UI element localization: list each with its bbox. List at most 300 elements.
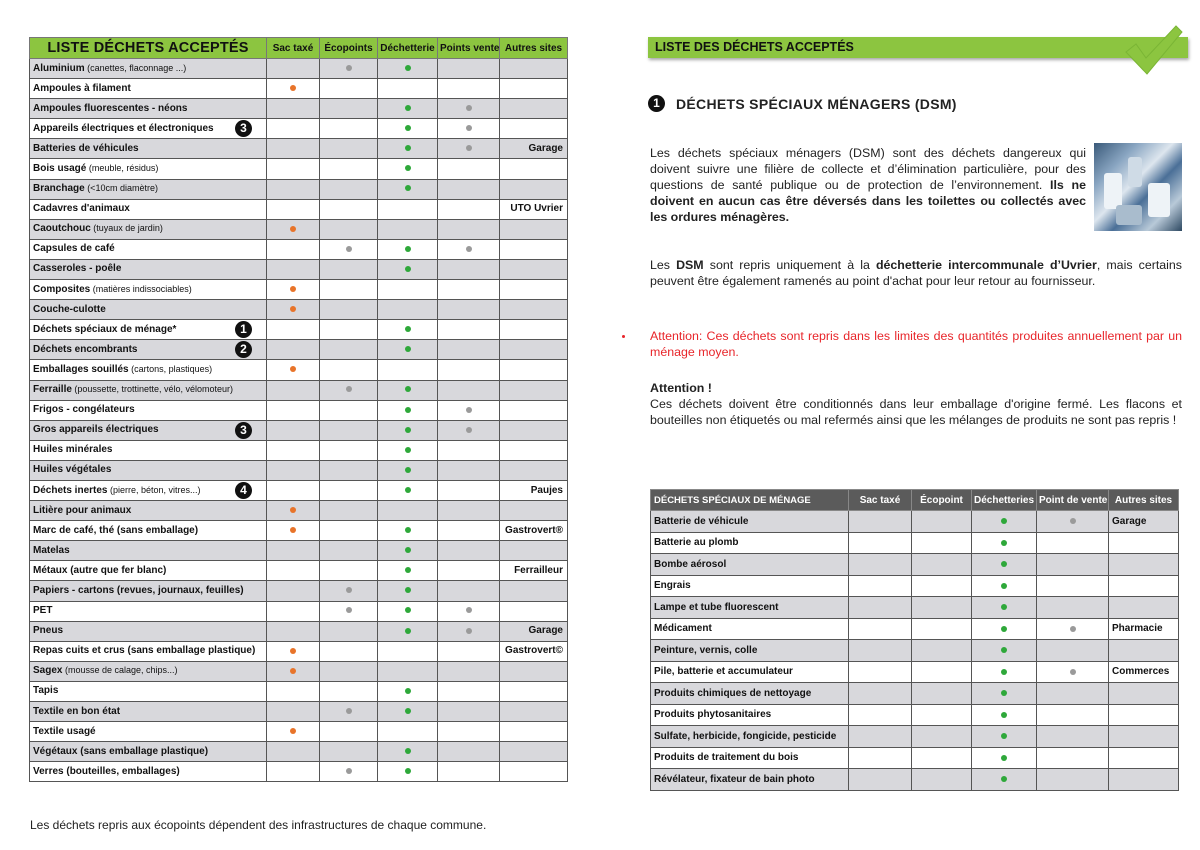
table-row: [30, 722, 568, 742]
table-row: [30, 259, 568, 279]
mark-cell: [1037, 726, 1109, 748]
grey-dot-icon: [466, 427, 472, 433]
mark-cell: [849, 575, 912, 597]
waste-name: Tapis: [33, 685, 59, 697]
other-site-cell: [500, 380, 568, 400]
other-site-cell: [500, 722, 568, 742]
mark-cell: [438, 440, 500, 460]
mark-cell: [267, 199, 320, 219]
other-site-cell: [500, 280, 568, 300]
table-row: [30, 320, 568, 340]
mark-cell: [267, 400, 320, 420]
green-dot-icon: [1001, 518, 1007, 524]
grey-dot-icon: [466, 607, 472, 613]
mark-cell: [320, 561, 378, 581]
mark-cell: [267, 360, 320, 380]
mark-cell: [267, 641, 320, 661]
other-site-cell: Paujes: [500, 480, 568, 500]
mark-cell: [320, 742, 378, 762]
mark-cell: [438, 179, 500, 199]
waste-name: Branchage: [33, 183, 85, 195]
waste-name-cell: [30, 722, 267, 742]
waste-name: Caoutchouc: [33, 223, 91, 235]
green-dot-icon: [405, 587, 411, 593]
table-row: [651, 683, 1179, 705]
col-header-ecopoints: Écopoints: [320, 38, 378, 59]
green-dot-icon: [405, 246, 411, 252]
green-dot-icon: [405, 346, 411, 352]
mark-cell: [320, 280, 378, 300]
dsm-col-header-point-vente: Point de vente: [1037, 490, 1109, 511]
green-dot-icon: [1001, 626, 1007, 632]
grey-dot-icon: [346, 246, 352, 252]
grey-dot-icon: [466, 246, 472, 252]
waste-name: Déchets inertes: [33, 484, 108, 496]
grey-dot-icon: [346, 65, 352, 71]
table-row: [651, 769, 1179, 791]
other-site-cell: [500, 661, 568, 681]
waste-name: Végétaux (sans emballage plastique): [33, 745, 209, 757]
green-dot-icon: [405, 547, 411, 553]
green-dot-icon: [405, 326, 411, 332]
mark-cell: [972, 532, 1037, 554]
dsm-table-body: [651, 511, 1179, 791]
mark-cell: [378, 79, 438, 99]
green-dot-icon: [405, 607, 411, 613]
mark-cell: [378, 501, 438, 521]
mark-cell: [849, 704, 912, 726]
table-row: [30, 521, 568, 541]
other-site-cell: [1109, 575, 1179, 597]
dsm-col-header-waste: DÉCHETS SPÉCIAUX DE MÉNAGE: [651, 490, 849, 511]
waste-name-cell: [30, 561, 267, 581]
green-dot-icon: [405, 768, 411, 774]
orange-dot-icon: [290, 226, 296, 232]
other-site-cell: [500, 360, 568, 380]
green-dot-icon: [405, 407, 411, 413]
grey-dot-icon: [466, 407, 472, 413]
mark-cell: [438, 762, 500, 782]
waste-name-cell: [30, 742, 267, 762]
mark-cell: [378, 179, 438, 199]
mark-cell: [320, 702, 378, 722]
mark-cell: [320, 300, 378, 320]
dsm-name-cell: Batterie de véhicule: [651, 511, 849, 533]
other-site-cell: [500, 300, 568, 320]
mark-cell: [438, 199, 500, 219]
table-row: [30, 400, 568, 420]
col-header-dechetterie: Déchetterie: [378, 38, 438, 59]
other-site-cell: [500, 159, 568, 179]
other-site-cell: [500, 581, 568, 601]
mark-cell: [320, 641, 378, 661]
waste-name: Papiers - cartons (revues, journaux, feuilles): [33, 584, 244, 596]
check-icon: [1122, 22, 1184, 77]
mark-cell: [378, 460, 438, 480]
mark-cell: [267, 702, 320, 722]
waste-name-cell: [30, 501, 267, 521]
green-dot-icon: [405, 447, 411, 453]
green-dot-icon: [1001, 669, 1007, 675]
mark-cell: [267, 99, 320, 119]
mark-cell: [267, 762, 320, 782]
mark-cell: [972, 704, 1037, 726]
mark-cell: [438, 159, 500, 179]
green-dot-icon: [1001, 733, 1007, 739]
mark-cell: [267, 561, 320, 581]
mark-cell: [378, 300, 438, 320]
other-site-cell: [500, 179, 568, 199]
waste-name-cell: [30, 199, 267, 219]
waste-name-cell: [30, 601, 267, 621]
mark-cell: [849, 554, 912, 576]
dsm-name-cell: Produits de traitement du bois: [651, 747, 849, 769]
waste-name: Matelas: [33, 544, 70, 556]
mark-cell: [320, 440, 378, 460]
table-row: [30, 340, 568, 360]
waste-name-cell: [30, 380, 267, 400]
other-site-cell: [500, 259, 568, 279]
mark-cell: [378, 621, 438, 641]
waste-name: Marc de café, thé (sans emballage): [33, 524, 199, 536]
mark-cell: [378, 742, 438, 762]
section-ref-badge: 4: [235, 482, 252, 499]
dsm-name-cell: Produits chimiques de nettoyage: [651, 683, 849, 705]
mark-cell: [267, 280, 320, 300]
other-site-cell: [500, 99, 568, 119]
waste-name-cell: [30, 460, 267, 480]
mark-cell: [438, 219, 500, 239]
waste-note: (<10cm diamètre): [84, 183, 158, 194]
other-site-cell: [500, 501, 568, 521]
mark-cell: [320, 119, 378, 139]
mark-cell: [267, 420, 320, 440]
waste-note: (matières indissociables): [90, 283, 192, 294]
mark-cell: [849, 769, 912, 791]
green-dot-icon: [405, 467, 411, 473]
mark-cell: [320, 219, 378, 239]
waste-name: Composites: [33, 283, 91, 295]
other-site-cell: [500, 420, 568, 440]
mark-cell: [378, 199, 438, 219]
orange-dot-icon: [290, 668, 296, 674]
table-row: [30, 380, 568, 400]
mark-cell: [320, 159, 378, 179]
table-row: [651, 704, 1179, 726]
green-dot-icon: [405, 708, 411, 714]
mark-cell: [912, 683, 972, 705]
mark-cell: [438, 601, 500, 621]
waste-name-cell: [30, 661, 267, 681]
other-site-cell: [500, 601, 568, 621]
intro-text: Les déchets spéciaux ménagers (DSM) sont des déchets dangereux qui doivent suivre une filière de collecte et d’élimination particulière, pour des questions de santé publique ou de protection de l’environnement.: [650, 146, 1086, 192]
dsm-col-header-ecopoint: Écopoint: [912, 490, 972, 511]
other-site-cell: [500, 762, 568, 782]
section-ref-badge: 2: [235, 341, 252, 358]
grey-dot-icon: [346, 607, 352, 613]
mark-cell: [1037, 661, 1109, 683]
mark-cell: [438, 400, 500, 420]
other-site-cell: Gastrovert©: [500, 641, 568, 661]
waste-name: Pneus: [33, 625, 64, 637]
mark-cell: [267, 340, 320, 360]
mark-cell: [378, 661, 438, 681]
mark-cell: [267, 601, 320, 621]
mark-cell: [378, 420, 438, 440]
mark-cell: [972, 726, 1037, 748]
mark-cell: [1037, 575, 1109, 597]
green-dot-icon: [405, 487, 411, 493]
mark-cell: [438, 280, 500, 300]
table-row: [30, 460, 568, 480]
mark-cell: [912, 747, 972, 769]
mark-cell: [912, 554, 972, 576]
mark-cell: [438, 742, 500, 762]
table-row: [651, 597, 1179, 619]
waste-name-cell: [30, 480, 267, 500]
mark-cell: [972, 747, 1037, 769]
dsm-name-cell: Produits phytosanitaires: [651, 704, 849, 726]
mark-cell: [849, 597, 912, 619]
mark-cell: [267, 219, 320, 239]
section-number-badge: 1: [648, 95, 665, 112]
grey-dot-icon: [1070, 669, 1076, 675]
green-dot-icon: [1001, 540, 1007, 546]
green-dot-icon: [405, 748, 411, 754]
orange-dot-icon: [290, 648, 296, 654]
dsm-name-cell: Révélateur, fixateur de bain photo: [651, 769, 849, 791]
table-row: [30, 119, 568, 139]
mark-cell: [267, 722, 320, 742]
mark-cell: [912, 726, 972, 748]
waste-name-cell: [30, 79, 267, 99]
mark-cell: [267, 541, 320, 561]
attention-text: Ces déchets doivent être conditionnés dans leur emballage d'origine fermé. Les flacons et bouteilles non étiquetés ou mal refermés ainsi que les mélanges de produits ne sont pas repris !: [650, 397, 1182, 427]
green-dot-icon: [405, 527, 411, 533]
orange-dot-icon: [290, 527, 296, 533]
mark-cell: [438, 480, 500, 500]
waste-name: Ampoules à filament: [33, 82, 131, 94]
mark-cell: [378, 561, 438, 581]
green-dot-icon: [1001, 755, 1007, 761]
other-site-cell: [500, 440, 568, 460]
other-site-cell: [1109, 532, 1179, 554]
mark-cell: [438, 420, 500, 440]
waste-name: Batteries de véhicules: [33, 142, 139, 154]
waste-name: Huiles végétales: [33, 464, 112, 476]
waste-name-cell: [30, 621, 267, 641]
mark-cell: [320, 501, 378, 521]
other-site-cell: [1109, 769, 1179, 791]
mark-cell: [1037, 532, 1109, 554]
waste-name-cell: [30, 541, 267, 561]
table-row: [651, 618, 1179, 640]
green-dot-icon: [1001, 561, 1007, 567]
green-dot-icon: [405, 165, 411, 171]
waste-name: Casseroles - poêle: [33, 263, 122, 275]
mark-cell: [267, 742, 320, 762]
mark-cell: [912, 661, 972, 683]
other-site-cell: [500, 702, 568, 722]
other-site-cell: [500, 239, 568, 259]
waste-name-cell: [30, 420, 267, 440]
mark-cell: [378, 641, 438, 661]
mark-cell: [320, 79, 378, 99]
mark-cell: [267, 581, 320, 601]
orange-dot-icon: [290, 366, 296, 372]
mark-cell: [320, 541, 378, 561]
green-dot-icon: [405, 688, 411, 694]
green-dot-icon: [1001, 776, 1007, 782]
other-site-cell: [500, 79, 568, 99]
mark-cell: [438, 621, 500, 641]
waste-name-cell: [30, 119, 267, 139]
green-dot-icon: [1001, 712, 1007, 718]
grey-dot-icon: [466, 628, 472, 634]
mark-cell: [320, 601, 378, 621]
mark-cell: [438, 521, 500, 541]
waste-name-cell: [30, 139, 267, 159]
other-site-cell: [500, 219, 568, 239]
table-row: [651, 661, 1179, 683]
table-row: [30, 360, 568, 380]
mark-cell: [849, 532, 912, 554]
mark-cell: [267, 239, 320, 259]
mark-cell: [1037, 747, 1109, 769]
waste-name: Aluminium: [33, 62, 85, 74]
mark-cell: [1037, 554, 1109, 576]
table-row: [30, 79, 568, 99]
waste-note: (meuble, résidus): [86, 163, 159, 174]
waste-name: Bois usagé: [33, 163, 87, 175]
mark-cell: [267, 259, 320, 279]
waste-name: Métaux (autre que fer blanc): [33, 564, 167, 576]
mark-cell: [849, 661, 912, 683]
other-site-cell: [1109, 747, 1179, 769]
mark-cell: [438, 300, 500, 320]
dsm-table: [650, 489, 1179, 791]
table-row: [30, 541, 568, 561]
mark-cell: [320, 460, 378, 480]
mark-cell: [972, 554, 1037, 576]
mark-cell: [438, 139, 500, 159]
mark-cell: [320, 400, 378, 420]
other-site-cell: [500, 742, 568, 762]
mark-cell: [438, 581, 500, 601]
waste-name-cell: [30, 360, 267, 380]
mark-cell: [267, 501, 320, 521]
mark-cell: [267, 521, 320, 541]
mark-cell: [972, 769, 1037, 791]
table-row: [30, 681, 568, 701]
other-site-cell: [500, 59, 568, 79]
mark-cell: [267, 661, 320, 681]
intro-paragraph: [650, 145, 1086, 225]
mark-cell: [267, 300, 320, 320]
grey-dot-icon: [346, 768, 352, 774]
mark-cell: [320, 99, 378, 119]
section-header: LISTE DES DÉCHETS ACCEPTÉS: [648, 37, 1188, 58]
mark-cell: [378, 159, 438, 179]
orange-dot-icon: [290, 507, 296, 513]
grey-dot-icon: [1070, 518, 1076, 524]
mark-cell: [849, 726, 912, 748]
waste-name: Verres (bouteilles, emballages): [33, 765, 180, 777]
waste-name: Ferraille: [33, 384, 72, 396]
mark-cell: [320, 581, 378, 601]
waste-name: Textile en bon état: [33, 705, 121, 717]
table-row: [30, 661, 568, 681]
mark-cell: [267, 480, 320, 500]
table-row: [30, 280, 568, 300]
mark-cell: [972, 511, 1037, 533]
mark-cell: [972, 683, 1037, 705]
dsm-col-header-sac: Sac taxé: [849, 490, 912, 511]
mark-cell: [378, 541, 438, 561]
table-row: [30, 59, 568, 79]
mark-cell: [972, 661, 1037, 683]
mark-cell: [972, 618, 1037, 640]
other-site-cell: [1109, 640, 1179, 662]
other-site-cell: Commerces: [1109, 661, 1179, 683]
dsm-name-cell: Pile, batterie et accumulateur: [651, 661, 849, 683]
mark-cell: [267, 159, 320, 179]
waste-name-cell: [30, 239, 267, 259]
waste-note: (pierre, béton, vitres...): [107, 484, 201, 495]
mark-cell: [378, 59, 438, 79]
mark-cell: [438, 239, 500, 259]
warning-paragraph: Attention: Ces déchets sont repris dans les limites des quantités produites annuellement par un ménage moyen.: [650, 329, 1182, 359]
dsm-name-cell: Sulfate, herbicide, fongicide, pesticide: [651, 726, 849, 748]
mark-cell: [438, 79, 500, 99]
mark-cell: [320, 681, 378, 701]
mark-cell: [320, 380, 378, 400]
mark-cell: [1037, 597, 1109, 619]
table-row: [30, 601, 568, 621]
green-dot-icon: [405, 105, 411, 111]
waste-name-cell: [30, 641, 267, 661]
table-row: [30, 300, 568, 320]
waste-name: Frigos - congélateurs: [33, 404, 135, 416]
mark-cell: [912, 597, 972, 619]
mark-cell: [320, 762, 378, 782]
waste-name: Capsules de café: [33, 243, 115, 255]
green-dot-icon: [405, 125, 411, 131]
waste-name-cell: [30, 681, 267, 701]
footnote: Les déchets repris aux écopoints dépendent des infrastructures de chaque commune.: [30, 818, 487, 832]
mark-cell: [438, 99, 500, 119]
mark-cell: [438, 702, 500, 722]
waste-name-cell: [30, 259, 267, 279]
waste-name: Sagex: [33, 665, 63, 677]
other-site-cell: [500, 460, 568, 480]
green-dot-icon: [405, 185, 411, 191]
section-title: [648, 95, 957, 112]
mark-cell: [438, 681, 500, 701]
waste-name: Ampoules fluorescentes - néons: [33, 102, 188, 114]
mark-cell: [378, 320, 438, 340]
other-site-cell: Garage: [500, 139, 568, 159]
green-dot-icon: [1001, 690, 1007, 696]
mark-cell: [438, 360, 500, 380]
orange-dot-icon: [290, 306, 296, 312]
mark-cell: [378, 581, 438, 601]
table-row: [30, 239, 568, 259]
table-row: [651, 747, 1179, 769]
mark-cell: [320, 340, 378, 360]
mark-cell: [267, 460, 320, 480]
mark-cell: [267, 59, 320, 79]
